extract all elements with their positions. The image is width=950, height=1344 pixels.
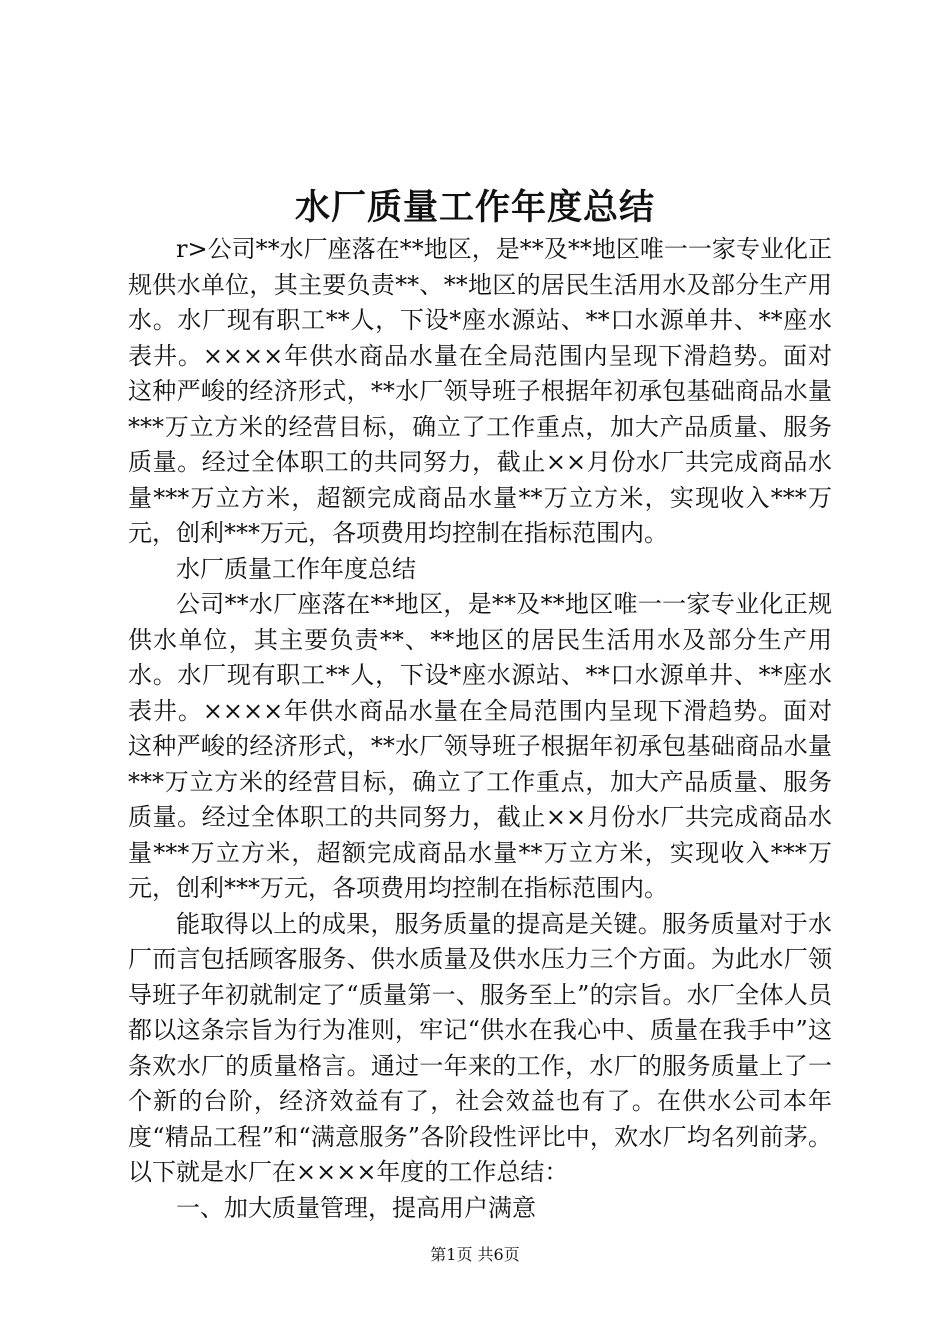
document-title: 水厂质量工作年度总结 bbox=[294, 188, 655, 228]
section-heading-1: 一、加大质量管理，提高用户满意 bbox=[176, 1193, 536, 1222]
paragraph-subtitle: 水厂质量工作年度总结 bbox=[176, 554, 416, 583]
paragraph-achievements: 能取得以上的成果，服务质量的提高是关键。服务质量对于水厂而言包括顾客服务、供水质量及供水压力三个方面。为此水厂领导班子年初就制定了“质量第一、服务至上”的宗旨。水厂全体人员都以这条宗旨为行为准则，牢记“供水在我心中、质量在我手中”这条欢水厂的质量格言。通过一年来的工作，水厂的服务质量上了一个新的台阶，经济效益有了，社会效益也有了。在供水公司本年度“精品工程”和“满意服务”各阶段性评比中，欢水厂均名列前茅。以下就是水厂在××××年度的工作总结： bbox=[128, 909, 832, 1186]
paragraph-intro: r>公司**水厂座落在**地区，是**及**地区唯一一家专业化正规供水单位，其主要负责**、**地区的居民生活用水及部分生产用水。水厂现有职工**人，下设*座水源站、**口水源单井、**座水表井。××××年供水商品水量在全局范围内呈现下滑趋势。面对这种严峻的经济形式，**水厂领导班子根据年初承包基础商品水量***万立方米的经营目标，确立了工作重点，加大产品质量、服务质量。经过全体职工的共同努力，截止××月份水厂共完成商品水量***万立方米，超额完成商品水量**万立方米，实现收入***万元，创利***万元，各项费用均控制在指标范围内。 bbox=[128, 235, 832, 547]
paragraph-overview: 公司**水厂座落在**地区，是**及**地区唯一一家专业化正规供水单位，其主要负责**、**地区的居民生活用水及部分生产用水。水厂现有职工**人，下设*座水源站、**口水源单井、**座水表井。××××年供水商品水量在全局范围内呈现下滑趋势。面对这种严峻的经济形式，**水厂领导班子根据年初承包基础商品水量***万立方米的经营目标，确立了工作重点，加大产品质量、服务质量。经过全体职工的共同努力，截止××月份水厂共完成商品水量***万立方米，超额完成商品水量**万立方米，实现收入***万元，创利***万元，各项费用均控制在指标范围内。 bbox=[128, 590, 832, 902]
page-footer: 第1页 共6页 bbox=[430, 1245, 520, 1264]
document-body bbox=[128, 232, 832, 1226]
